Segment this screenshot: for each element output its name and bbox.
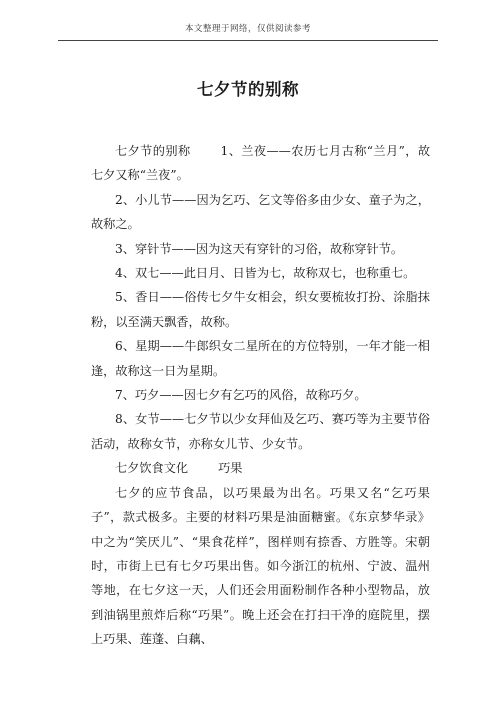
header-divider	[58, 40, 438, 41]
document-title: 七夕节的别称	[197, 80, 299, 99]
item-2: 2、小儿节——因为乞巧、乞文等俗多由少女、童子为之，故称之。	[91, 192, 430, 232]
section2-label: 七夕饮食文化	[115, 461, 189, 476]
item-5: 5、香日——俗传七夕牛女相会，织女要梳妆打扮、涂脂抹粉，以至满天飘香，故称。	[91, 290, 430, 329]
item-1: 1、兰夜——农历七月古称“兰月”，故七夕又称“兰夜”。	[91, 144, 431, 183]
section2-heading	[91, 456, 430, 480]
section1-label: 七夕节的别称	[115, 144, 191, 158]
page-header-note: 本文整理于网络，仅供阅读参考	[184, 24, 311, 34]
item-4: 4、双七——此日月、日皆为七，故称双七，也称重七。	[115, 266, 416, 281]
section2-sub-label: 巧果	[218, 461, 243, 476]
item-8: 8、女节——七夕节以少女拜仙及乞巧、赛巧等为主要节俗活动，故称女节，亦称女儿节、少女节。	[91, 412, 430, 451]
document-body	[91, 139, 430, 652]
paragraph-qiaoguo: 七夕的应节食品，以巧果最为出名。巧果又名“乞巧果子”，款式极多。主要的材料巧果是油面糖蜜。《东京梦华录》中之为“笑厌儿”、“果食花样”，图样则有捺香、方胜等。宋朝时，市街上已有七夕巧果出售。如今浙江的杭州、宁波、温州等地，在七夕这一天，人们还会用面粉制作各种小型物品，放到油锅里煎炸后称“巧果”。晚上还会在打扫干净的庭院里，摆上巧果、莲蓬、白藕、	[91, 485, 430, 647]
item-3: 3、穿针节——因为这天有穿针的习俗，故称穿针节。	[115, 241, 404, 256]
item-7: 7、巧夕——因七夕有乞巧的风俗，故称巧夕。	[115, 388, 367, 403]
item-6: 6、星期——牛郎织女二星所在的方位特别，一年才能一相逢，故称这一日为星期。	[91, 339, 430, 378]
paragraph-section1-intro	[91, 139, 430, 188]
